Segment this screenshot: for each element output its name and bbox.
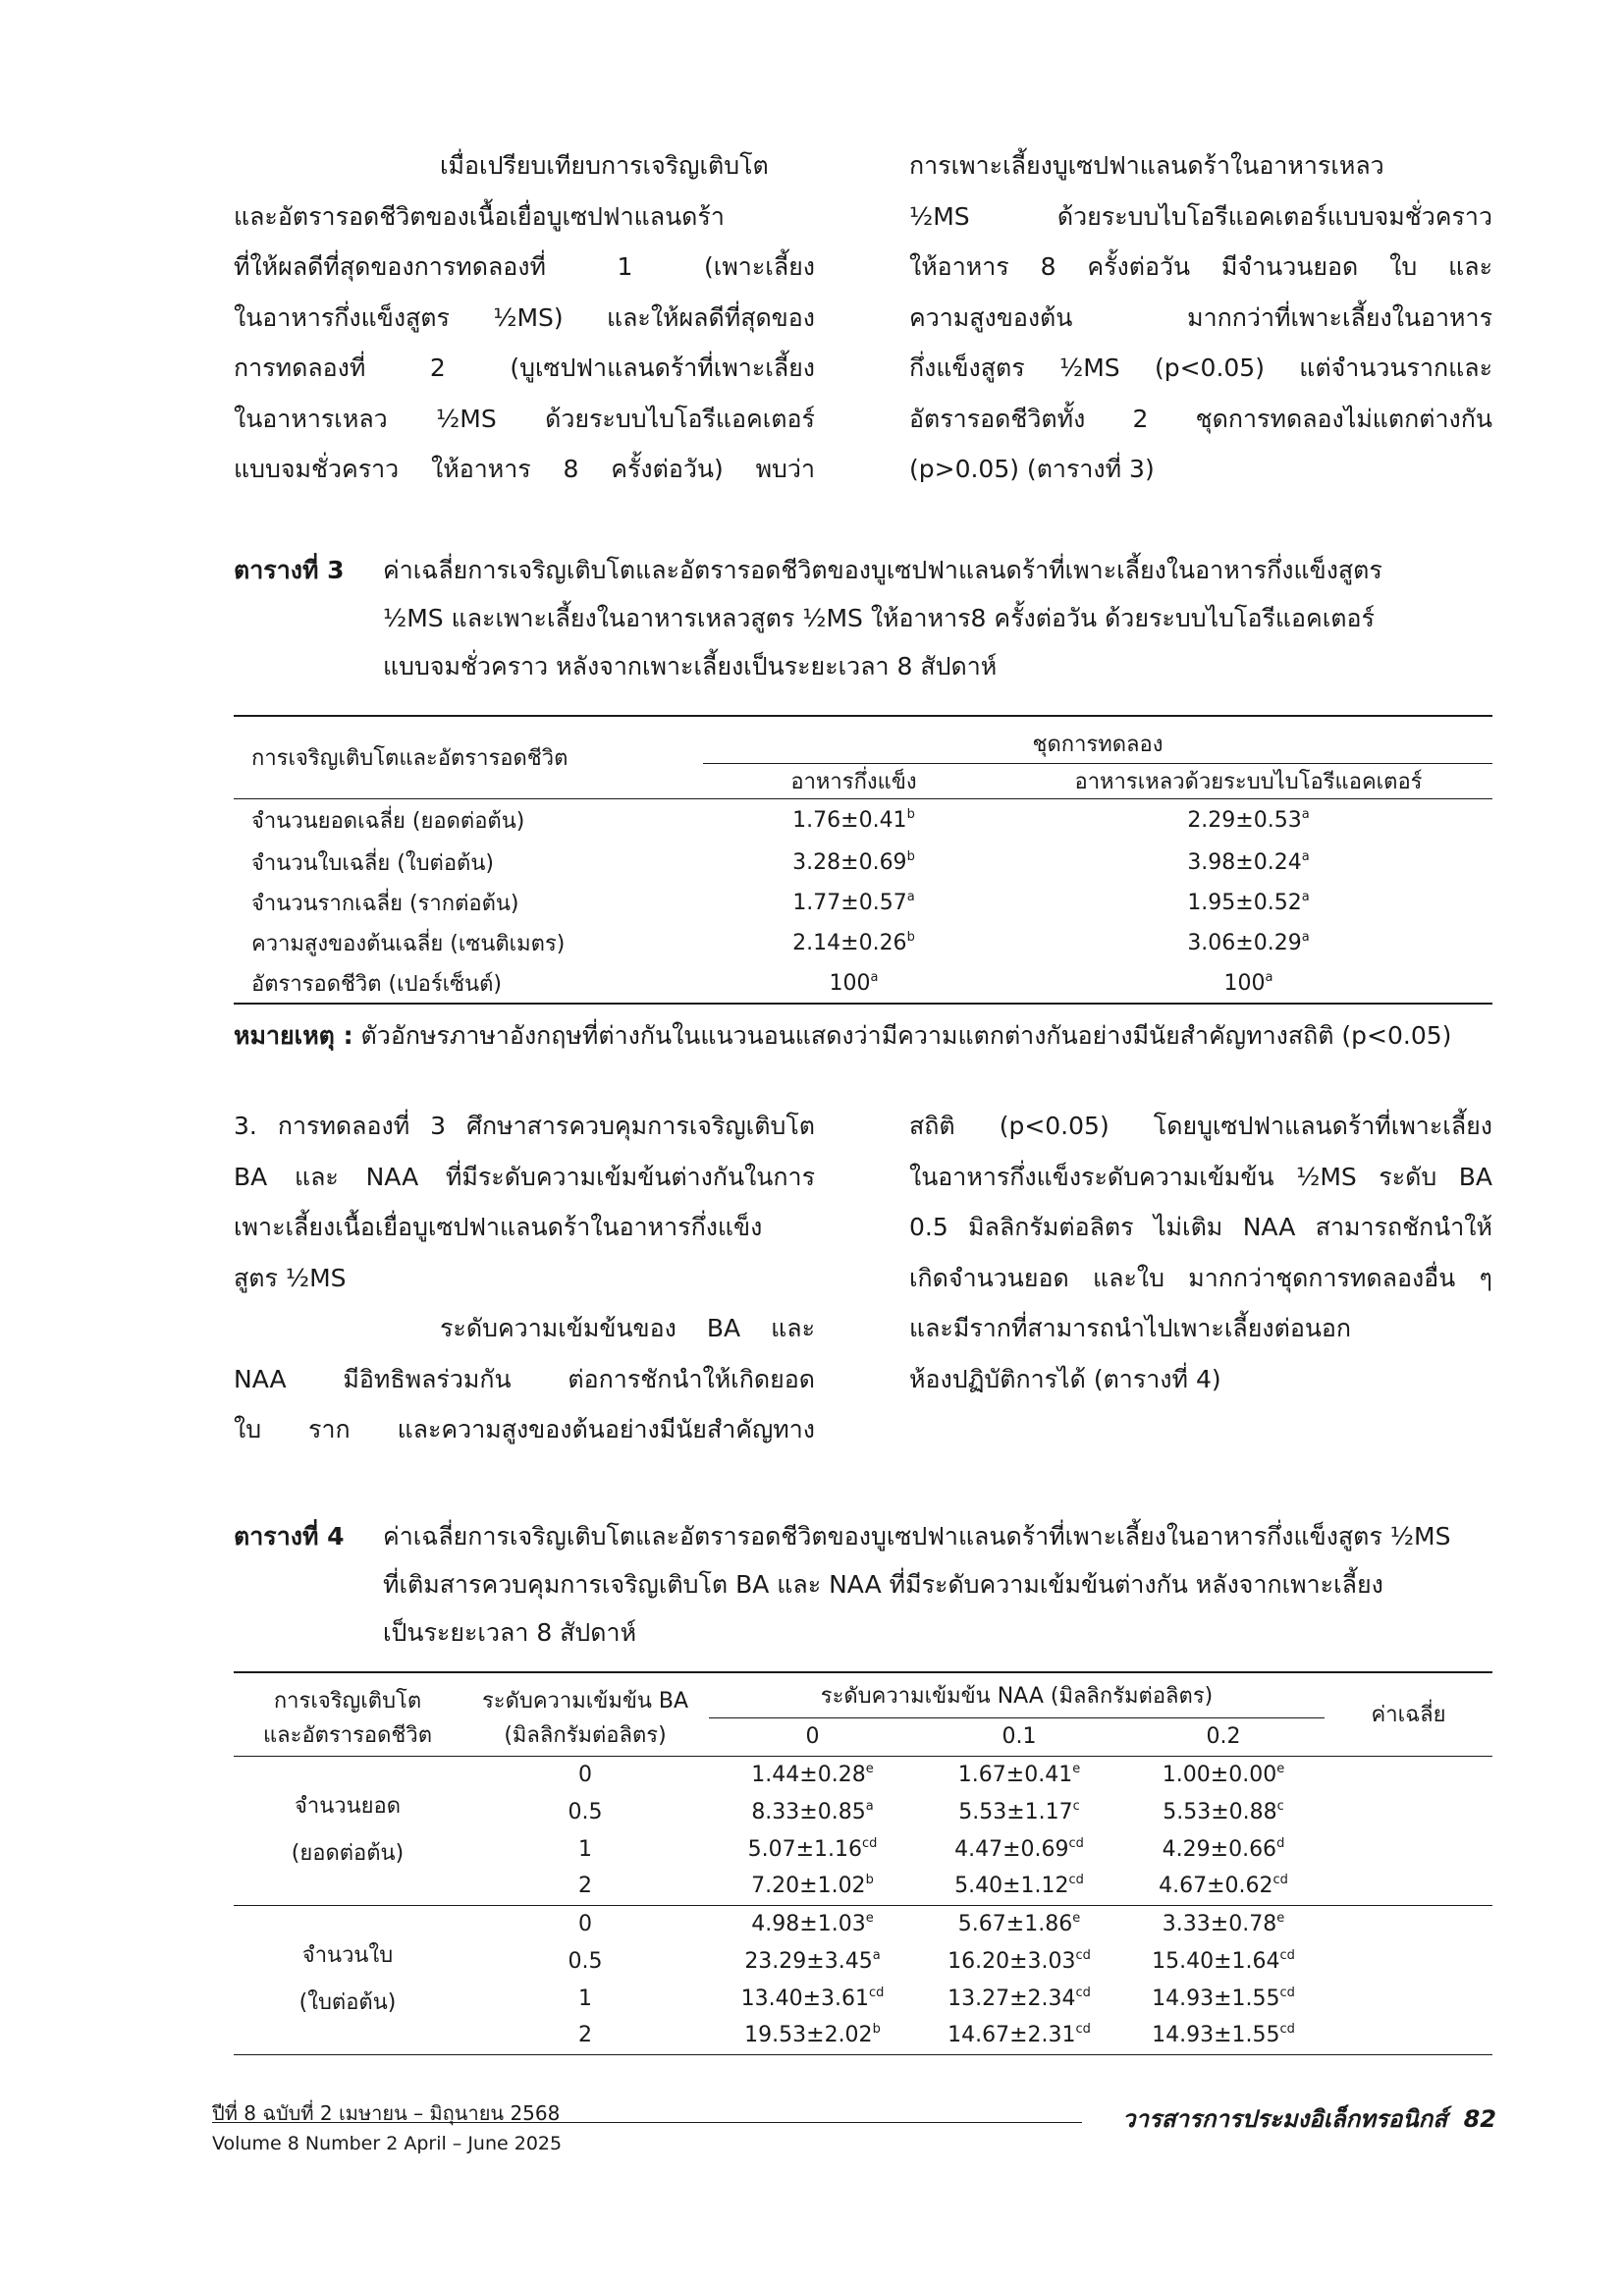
body-line: (p>0.05) (ตารางที่ 3) (909, 455, 1155, 483)
body2-right-column (909, 1101, 1492, 1404)
cell-value: 23.29±3.45$^a$ (744, 1947, 881, 1974)
cell-value: 1.00±0.00$^e$ (1162, 1761, 1285, 1787)
body-line: เพาะเลี้ยงเนื้อเยื่อบูเซปฟาแลนดร้าในอาหารกึ่งแข็ง (234, 1213, 763, 1241)
table-row (234, 1905, 1492, 1942)
ba-level: 1 (578, 1986, 592, 2011)
body-line: ในอาหารกึ่งแข็งสูตร ½MS) และให้ผลดีที่สุดของ (234, 302, 815, 332)
caption-line: ½MS และเพาะเลี้ยงในอาหารเหลวสูตร ½MS ให้อาหาร8 ครั้งต่อวัน ด้วยระบบไบโอรีแอคเตอร์ (383, 604, 1375, 632)
body-line: ห้องปฏิบัติการได้ (ตารางที่ 4) (909, 1364, 1221, 1393)
table-row (234, 798, 1492, 843)
ba-level: 0.5 (568, 1948, 603, 1974)
cell-value: 100$^a$ (829, 969, 879, 996)
body-line: 0.5 มิลลิกรัมต่อลิตร ไม่เติม NAA สามารถชักนำให้ (909, 1213, 1492, 1241)
cell-value: 14.93±1.55$^{cd}$ (1152, 1985, 1295, 2011)
table-row (234, 883, 1492, 923)
body1-left-column (234, 140, 815, 495)
row-label: ความสูงของต้นเฉลี่ย (เซนติเมตร) (251, 932, 566, 956)
table3-header-liquid: อาหารเหลวด้วยระบบไบโอรีแอคเตอร์ (1074, 769, 1423, 794)
ba-level: 0.5 (568, 1799, 603, 1824)
body-line: การเพาะเลี้ยงบูเซปฟาแลนดร้าในอาหารเหลว (909, 151, 1384, 180)
row-label: จำนวนยอดเฉลี่ย (ยอดต่อต้น) (251, 809, 525, 835)
table3-header-group: ชุดการทดลอง (703, 716, 1492, 763)
cell-value: 14.93±1.55$^{cd}$ (1152, 2022, 1295, 2048)
body-line: เมื่อเปรียบเทียบการเจริญเติบโต (440, 151, 769, 180)
body-line: การทดลองที่ 2 (บูเซปฟาแลนดร้าที่เพาะเลี้ยง (234, 354, 815, 382)
footer-rule (212, 2122, 1082, 2123)
cell-value: 16.20±3.03$^{cd}$ (947, 1947, 1091, 1974)
table4-label: ตารางที่ 4 (234, 1522, 345, 1551)
cell-value: 5.53±1.17$^c$ (958, 1798, 1080, 1824)
ba-level: 0 (578, 1762, 592, 1787)
table4-header-mean: ค่าเฉลี่ย (1371, 1703, 1446, 1728)
body-line: BA และ NAA ที่มีระดับความเข้มข้นต่างกันในการ (234, 1162, 815, 1191)
body-line: ½MS ด้วยระบบไบโอรีแอคเตอร์แบบจมชั่วคราว (909, 201, 1492, 231)
table-row (234, 1756, 1492, 1793)
cell-value: 15.40±1.64$^{cd}$ (1152, 1947, 1295, 1974)
cell-value: 5.07±1.16$^{cd}$ (747, 1835, 878, 1862)
ba-level: 0 (578, 1911, 592, 1936)
body2-left-column (234, 1101, 815, 1455)
table4-header-param-2: และอัตรารอดชีวิต (262, 1723, 433, 1748)
table3 (234, 715, 1492, 1005)
body-line: ใบ ราก และความสูงของต้นอย่างมีนัยสำคัญทาง (234, 1415, 815, 1443)
body1-right-column (909, 140, 1492, 495)
body-line: ความสูงของต้น มากกว่าที่เพาะเลี้ยงในอาหาร (909, 302, 1492, 332)
caption-line: แบบจมชั่วคราว หลังจากเพาะเลี้ยงเป็นระยะเวลา 8 สัปดาห์ (383, 652, 998, 680)
body-line: ให้อาหาร 8 ครั้งต่อวัน มีจำนวนยอด ใบ และ (909, 252, 1492, 281)
caption-line: ค่าเฉลี่ยการเจริญเติบโตและอัตรารอดชีวิตของบูเซปฟาแลนดร้าที่เพาะเลี้ยงในอาหารกึ่งแข็งสูตร (383, 556, 1382, 584)
cell-value: 5.67±1.86$^e$ (957, 1910, 1081, 1936)
footer-volume-english: Volume 8 Number 2 April – June 2025 (212, 2133, 563, 2154)
cell-value: 8.33±0.85$^a$ (751, 1798, 874, 1824)
table3-note (234, 1016, 1451, 1056)
naa-level: 0.1 (1001, 1724, 1037, 1749)
cell-value: 3.06±0.29$^a$ (1187, 930, 1310, 955)
ba-level: 2 (578, 1874, 592, 1899)
cell-value: 100$^a$ (1223, 969, 1273, 996)
table4-header-ba-2: (มิลลิกรัมต่อลิตร) (504, 1723, 667, 1748)
cell-value: 19.53±2.02$^b$ (744, 2022, 881, 2048)
cell-value: 3.28±0.69$^b$ (792, 849, 915, 875)
body-line: กึ่งแข็งสูตร ½MS (p<0.05) แต่จำนวนรากและ (909, 354, 1492, 382)
group-label: จำนวนใบ (ใบต่อต้น) (298, 1943, 397, 2015)
cell-value: 4.67±0.62$^{cd}$ (1159, 1873, 1288, 1899)
body-line: อัตรารอดชีวิตทั้ง 2 ชุดการทดลองไม่แตกต่างกัน (909, 404, 1492, 433)
cell-value: 5.53±0.88$^c$ (1163, 1798, 1284, 1824)
body-line: ระดับความเข้มข้นของ BA และ (440, 1314, 815, 1342)
cell-value: 2.29±0.53$^a$ (1187, 807, 1310, 834)
cell-value: 3.33±0.78$^e$ (1162, 1910, 1285, 1936)
table4-header-param-1: การเจริญเติบโต (273, 1689, 422, 1714)
ba-level: 1 (578, 1836, 592, 1862)
table4-header-naa: ระดับความเข้มข้น NAA (มิลลิกรัมต่อลิตร) (709, 1672, 1325, 1717)
table3-caption (234, 546, 1492, 690)
cell-value: 5.40±1.12$^{cd}$ (954, 1873, 1084, 1899)
row-label: อัตรารอดชีวิต (เปอร์เซ็นต์) (251, 971, 503, 997)
cell-value: 1.95±0.52$^a$ (1187, 890, 1310, 915)
body-line: ในอาหารกึ่งแข็งระดับความเข้มข้น ½MS ระดับ BA (909, 1162, 1492, 1191)
group-label: จำนวนยอด (ยอดต่อต้น) (291, 1794, 405, 1866)
body-line: และอัตรารอดชีวิตของเนื้อเยื่อบูเซปฟาแลนดร้า (234, 201, 725, 231)
cell-value: 4.47±0.69$^{cd}$ (954, 1835, 1084, 1862)
table-row (234, 963, 1492, 1004)
body-line: เกิดจำนวนยอด และใบ มากกว่าชุดการทดลองอื่น ๆ (909, 1263, 1492, 1292)
cell-value: 1.67±0.41$^e$ (957, 1761, 1081, 1787)
naa-level: 0 (805, 1724, 820, 1749)
table3-label: ตารางที่ 3 (234, 556, 345, 584)
cell-value: 4.29±0.66$^d$ (1162, 1835, 1285, 1862)
cell-value: 4.98±1.03$^e$ (751, 1910, 874, 1936)
body-line: แบบจมชั่วคราว ให้อาหาร 8 ครั้งต่อวัน) พบว่า (234, 455, 815, 483)
cell-value: 1.44±0.28$^e$ (751, 1761, 874, 1787)
table3-header-solid: อาหารกึ่งแข็ง (790, 769, 917, 794)
body-line: สูตร ½MS (234, 1263, 347, 1292)
body-line: NAA มีอิทธิพลร่วมกัน ต่อการชักนำให้เกิดยอด (234, 1364, 815, 1393)
cell-value: 1.76±0.41$^b$ (792, 807, 915, 834)
footer-journal: วารสารการประมงอิเล็กทรอนิกส์ 82 (1121, 2105, 1496, 2133)
cell-value: 13.27±2.34$^{cd}$ (947, 1985, 1091, 2011)
table3-header-param: การเจริญเติบโตและอัตรารอดชีวิต (251, 745, 568, 771)
table-row (234, 843, 1492, 883)
cell-value: 7.20±1.02$^b$ (751, 1873, 874, 1899)
cell-value: 3.98±0.24$^a$ (1187, 849, 1310, 875)
caption-line: ค่าเฉลี่ยการเจริญเติบโตและอัตรารอดชีวิตของบูเซปฟาแลนดร้าที่เพาะเลี้ยงในอาหารกึ่งแข็งสูตร ½MS (383, 1522, 1451, 1551)
caption-line: เป็นระยะเวลา 8 สัปดาห์ (383, 1618, 637, 1647)
cell-value: 1.77±0.57$^a$ (792, 890, 915, 915)
page-number: 82 (1463, 2105, 1496, 2133)
ba-level: 2 (578, 2023, 592, 2048)
body-line: และมีรากที่สามารถนำไปเพาะเลี้ยงต่อนอก (909, 1314, 1352, 1342)
naa-level: 0.2 (1206, 1724, 1241, 1749)
note-label: หมายเหตุ : (234, 1021, 353, 1050)
note-text: ตัวอักษรภาษาอังกฤษที่ต่างกันในแนวนอนแสดงว่ามีความแตกต่างกันอย่างมีนัยสำคัญทางสถิติ (p<0.05) (352, 1021, 1452, 1050)
table4 (234, 1671, 1492, 2055)
body-line: 3. การทดลองที่ 3 ศึกษาสารควบคุมการเจริญเติบโต (234, 1112, 815, 1140)
table4-header-ba-1: ระดับความเข้มข้น BA (481, 1689, 689, 1714)
row-label: จำนวนรากเฉลี่ย (รากต่อต้น) (251, 892, 519, 916)
row-label: จำนวนใบเฉลี่ย (ใบต่อต้น) (251, 851, 494, 876)
cell-value: 14.67±2.31$^{cd}$ (947, 2022, 1091, 2048)
body-line: ที่ให้ผลดีที่สุดของการทดลองที่ 1 (เพาะเลี้ยง (234, 252, 815, 281)
body-line: สถิติ (p<0.05) โดยบูเซปฟาแลนดร้าที่เพาะเลี้ยง (909, 1112, 1492, 1140)
body-line: ในอาหารเหลว ½MS ด้วยระบบไบโอรีแอคเตอร์ (234, 404, 815, 433)
table-row (234, 923, 1492, 963)
table4-caption (234, 1512, 1492, 1657)
footer-volume-thai: ปีที่ 8 ฉบับที่ 2 เมษายน – มิถุนายน 2568 (212, 2101, 561, 2125)
cell-value: 13.40±3.61$^{cd}$ (740, 1985, 885, 2011)
caption-line: ที่เติมสารควบคุมการเจริญเติบโต BA และ NAA ที่มีระดับความเข้มข้นต่างกัน หลังจากเพาะเลี้ยง (383, 1570, 1383, 1599)
cell-value: 2.14±0.26$^b$ (792, 930, 915, 955)
